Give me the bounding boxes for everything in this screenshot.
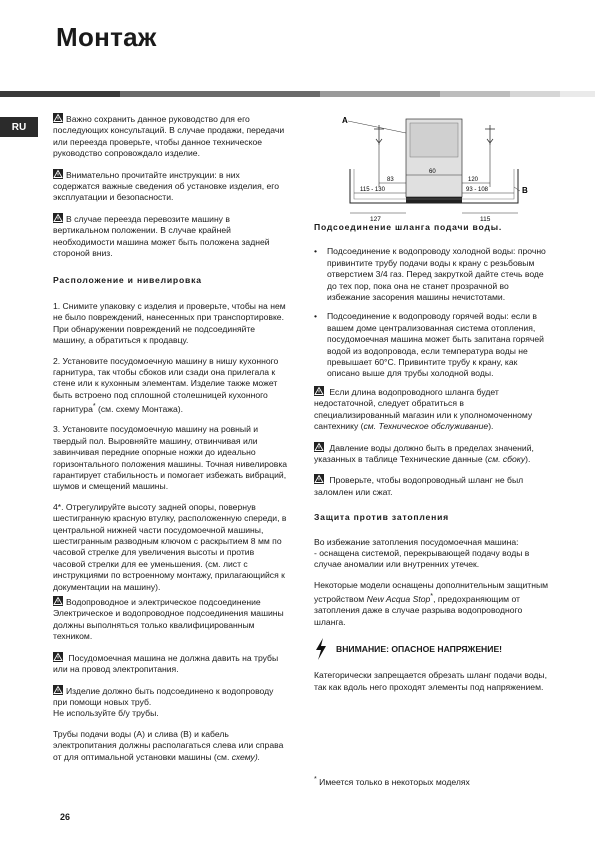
warning-paragraph: Водопроводное и электрическое подсоединение Электрическое и водопроводное подсоединения машины должны выполняться только квалифицированным техником. bbox=[53, 597, 284, 642]
warning-paragraph: Посудомоечная машина не должна давить на трубы или на провод электропитания. bbox=[53, 652, 279, 675]
info-paragraph: Трубы подачи воды (А) и слива (В) и кабель электропитания должны располагаться слева или справа от для оптимальной установки машины (см. схему). bbox=[53, 728, 284, 762]
label-b: B bbox=[522, 186, 528, 195]
danger-heading: ВНИМАНИЕ: ОПАСНОЕ НАПРЯЖЕНИЕ! bbox=[314, 638, 550, 660]
warning-icon bbox=[314, 442, 324, 452]
intro-paragraph: Внимательно прочитайте инструкции: в них содержатся важные сведения об установке изделия, его эксплуатации и безопасности. bbox=[53, 169, 280, 203]
dim-label: 127 bbox=[370, 216, 381, 223]
step-paragraph: 4*. Отрегулируйте высоту задней опоры, повернув шестигранную красную втулку, расположенную спереди, в центральной нижней части посудомоечной машины, шестигранным разводным ключом с раскрытием 8 мм по часовой стрелке для увеличения высоты и против часовой стрелки для ее уменьшения. (см. лист с инструкциями по встроенному монтажу, прилагающийся к документации на машину). bbox=[53, 501, 287, 592]
warning-icon bbox=[53, 113, 63, 123]
warning-paragraph: Давление воды должно быть в пределах значений, указанных в таблице Технические данные (см. сбоку). bbox=[314, 442, 534, 464]
section-heading: Расположение и нивелировка bbox=[53, 275, 202, 286]
info-paragraph: - оснащена системой, перекрывающей подачу воды в случае аномалии или внутренних утечек. bbox=[314, 547, 530, 570]
inlet-tap-right bbox=[485, 125, 495, 145]
step-paragraph: 1. Снимите упаковку с изделия и проверьте, чтобы на нем не было повреждений, нанесенных при транспортировке. bbox=[53, 300, 286, 323]
right-column bbox=[314, 222, 550, 702]
color-band bbox=[0, 91, 595, 97]
dim-label: 115 bbox=[480, 216, 491, 223]
dim-label: 60 bbox=[429, 169, 436, 175]
lightning-icon bbox=[314, 638, 328, 660]
intro-paragraph: Важно сохранить данное руководство для его последующих консультаций. В случае продажи, передачи или переезда проверьте, чтобы данное техническое руководство сопровождало изделие. bbox=[53, 114, 285, 159]
step-paragraph: 2. Установите посудомоечную машину в нишу кухонного гарнитура, так чтобы сбоков или сзади она прилегала к стене или к кухонным элементам. Изделие также может быть встроено под сплошной столешницей кухонного гарнитура* (см. схему Монтажа). bbox=[53, 355, 279, 414]
installation-diagram bbox=[340, 113, 530, 223]
dim-label: 93 - 108 bbox=[466, 187, 489, 193]
warning-paragraph: Если длина водопроводного шланга будет недостаточной, следует обратиться в специализированный магазин или к уполномоченному сантехнику (см. Техническое обслуживание). bbox=[314, 386, 533, 432]
warning-icon bbox=[314, 386, 324, 396]
info-paragraph: Некоторые модели оснащены дополнительным защитным устройством New Acqua Stop*, предохраняющим от затопления даже в случае разрыва водопроводного шланга. bbox=[314, 579, 549, 627]
language-tab: RU bbox=[0, 117, 38, 137]
intro-paragraph: В случае переезда перевозите машину в вертикальном положении. В случае крайней необходимости машина может быть положена задней стороной вниз. bbox=[53, 213, 270, 259]
warning-icon bbox=[314, 474, 324, 484]
warning-icon bbox=[53, 685, 63, 695]
section-heading: Подсоединение шланга подачи воды. bbox=[314, 222, 503, 232]
page-title: Монтаж bbox=[56, 22, 157, 52]
page-number: 26 bbox=[60, 812, 71, 822]
label-a: A bbox=[342, 116, 348, 125]
warning-icon bbox=[53, 169, 63, 179]
warning-paragraph: Не используйте б/у трубы. bbox=[53, 708, 159, 719]
warning-icon bbox=[53, 213, 63, 223]
warning-paragraph: Изделие должно быть подсоединено к водопроводу при помощи новых труб. bbox=[53, 685, 274, 707]
dishwasher-upper bbox=[410, 123, 458, 157]
danger-paragraph: Категорически запрещается обрезать шланг подачи воды, так как вдоль него проходят элементы под напряжением. bbox=[314, 670, 547, 692]
footnote: * Имеется только в некоторых моделях bbox=[314, 775, 470, 787]
warning-paragraph: Проверьте, чтобы водопроводный шланг не был заломлен или сжат. bbox=[314, 475, 524, 497]
list-item: • Подсоединение к водопроводу горячей воды: если в вашем доме централизованная система отопления, посудомоечная машина может быть запитана горячей водой из водопровода, если температура воды не превышает 60°С. Привинтите трубу к крану, как описано выше для трубы холодной воды. bbox=[314, 311, 544, 379]
warning-icon bbox=[53, 652, 63, 662]
dim-label: 83 bbox=[387, 177, 394, 183]
warning-icon bbox=[53, 596, 63, 606]
plinth bbox=[406, 197, 462, 203]
dim-label: 120 bbox=[468, 177, 479, 183]
dim-label: 115 - 130 bbox=[360, 187, 385, 193]
step-paragraph: При обнаружении повреждений не подсоединяйте машину, а обратиться к продавцу. bbox=[53, 323, 256, 346]
step-paragraph: 3. Установите посудомоечную машину на ровный и твердый пол. Выровняйте машину, отвинчивая или завинчивая передние опорные ножки до идеально горизонтального положения машины. Точная нивелировка гарантирует стабильность и помогает избежать вибраций, шумов и смещений машины. bbox=[53, 424, 288, 492]
info-paragraph: Во избежание затопления посудомоечная машина: bbox=[314, 536, 519, 547]
section-heading: Защита против затопления bbox=[314, 512, 449, 523]
list-item: • Подсоединение к водопроводу холодной воды: прочно привинтите трубу подачи воды к крану с резьбовым отверстием 3/4 газ. Перед закруткой дайте стечь воде до тех пор, пока она не станет прозрачной во избежание засорения машины нечистотами. bbox=[314, 246, 546, 303]
left-column bbox=[53, 113, 288, 772]
